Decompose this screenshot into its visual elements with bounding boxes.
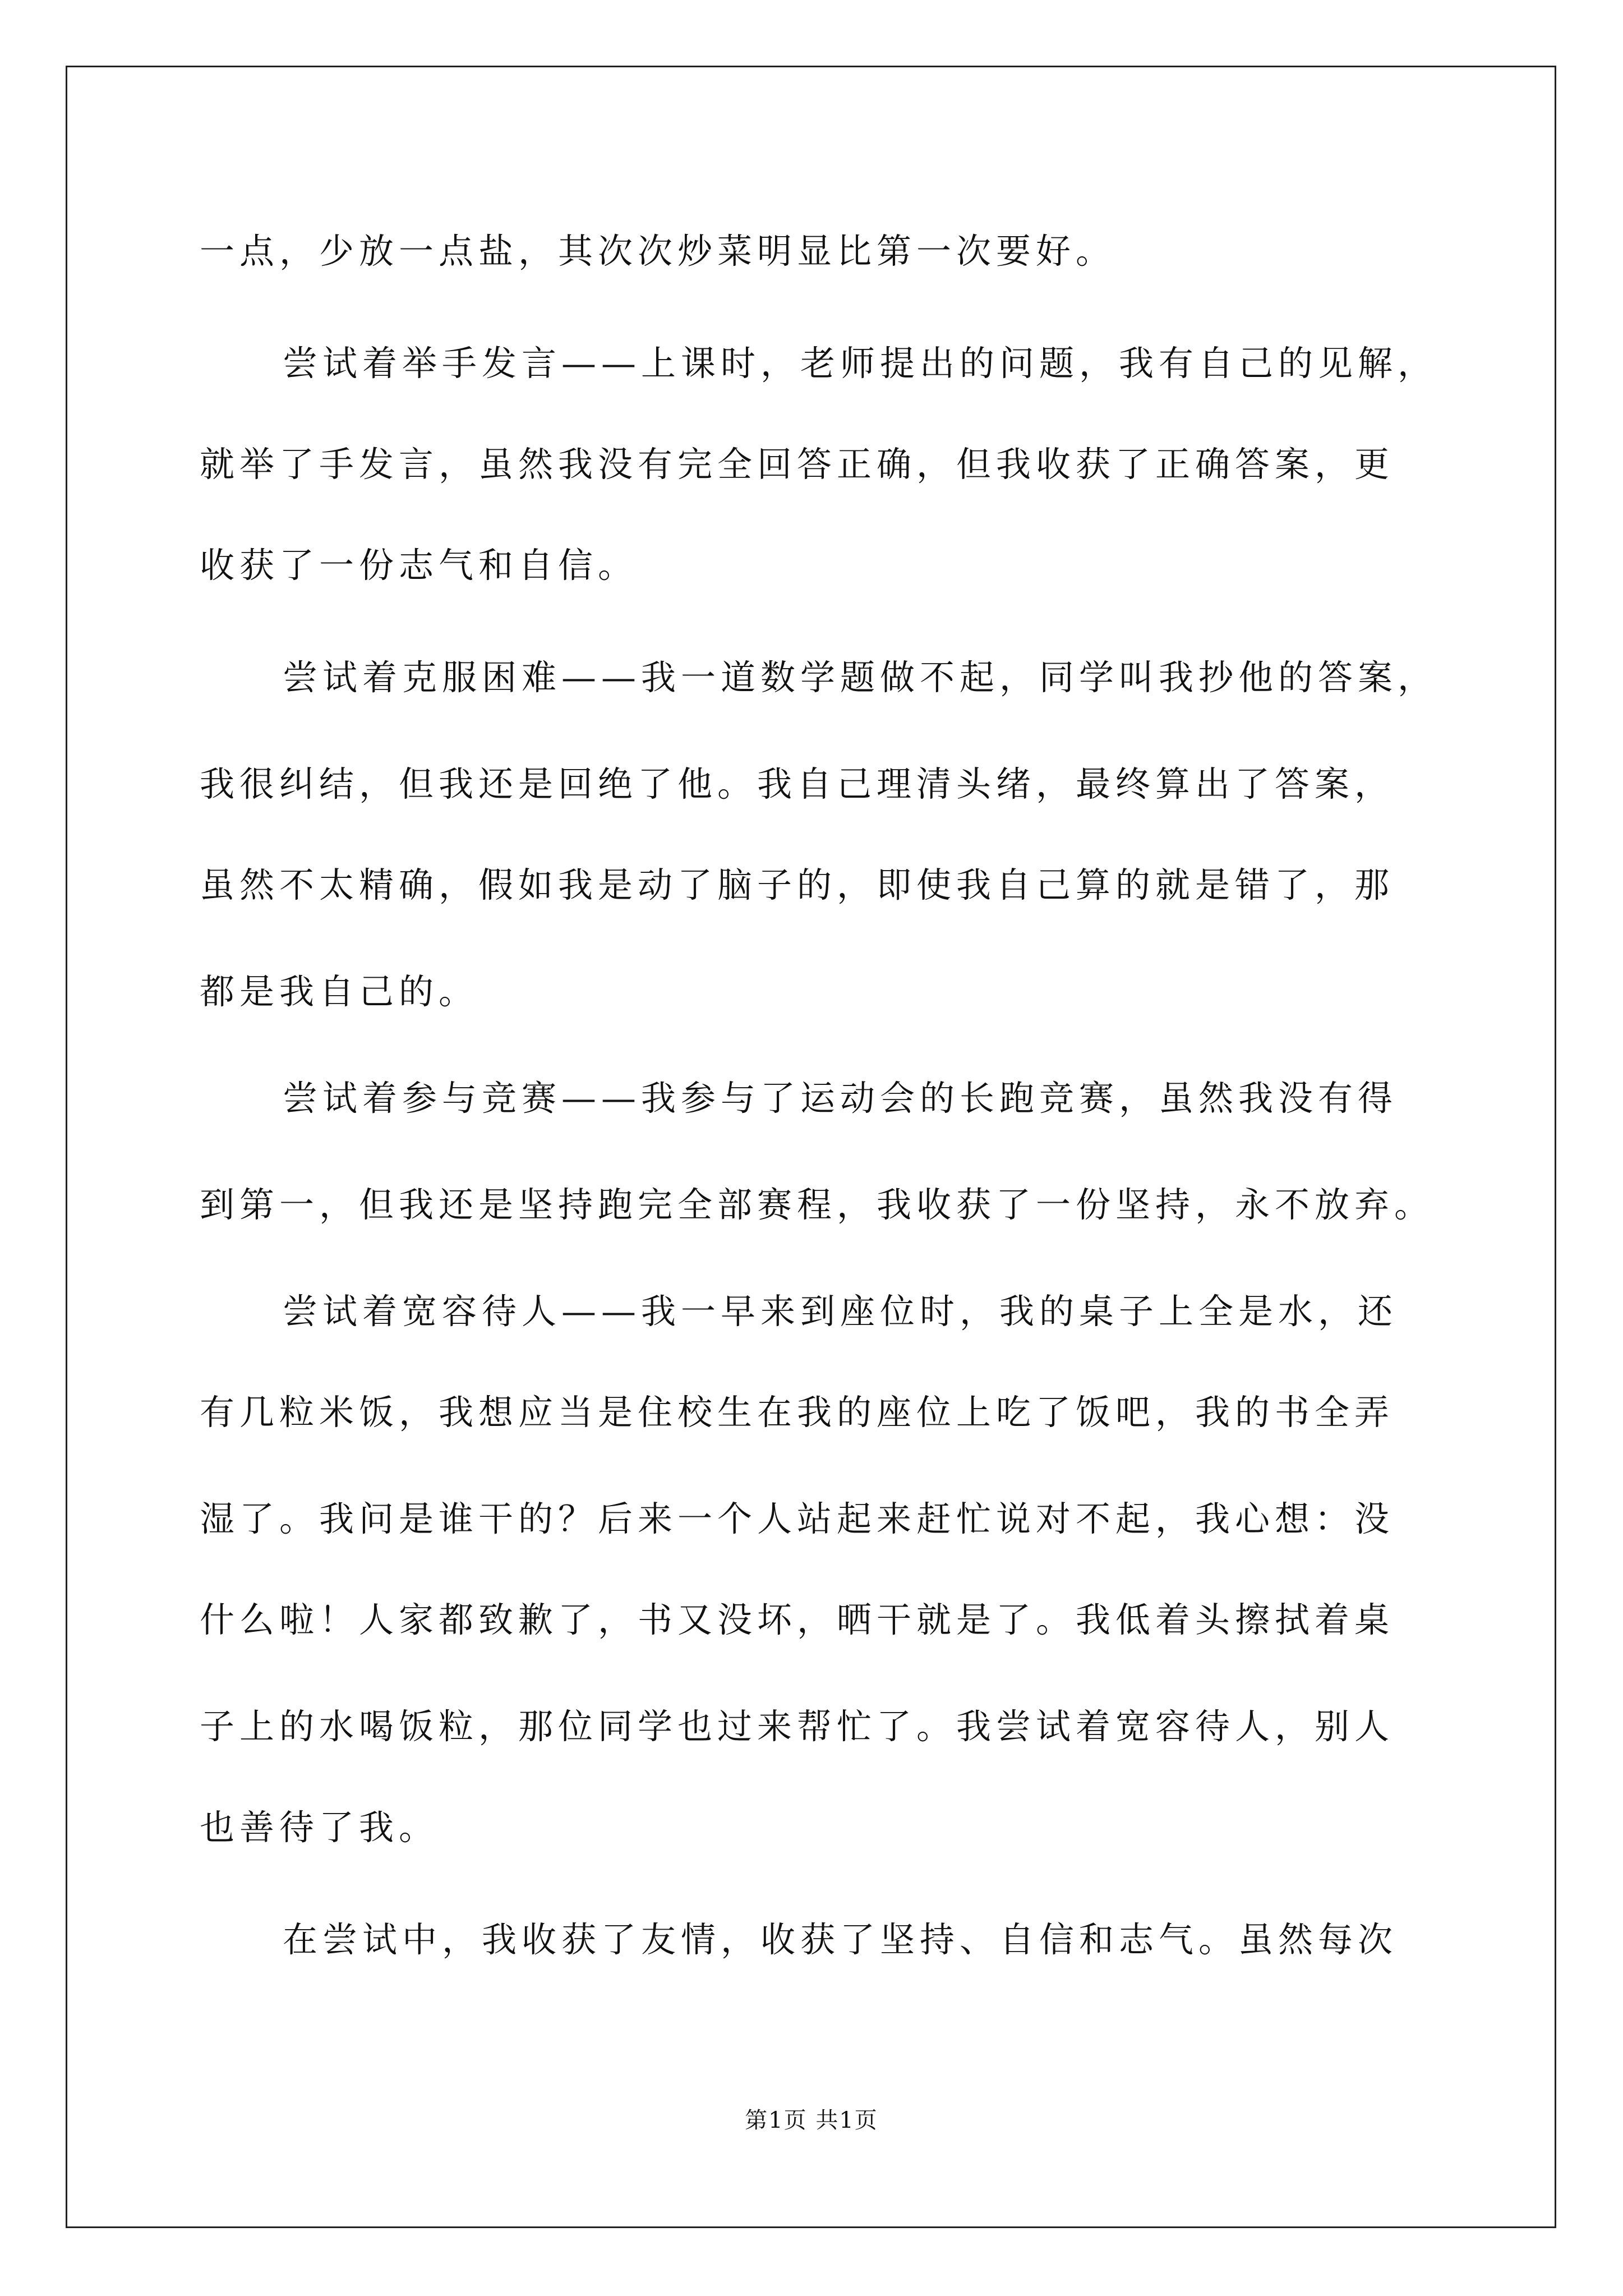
text-line-13: 湿了。我问是谁干的？后来一个人站起来赶忙说对不起，我心想：没 [200,1498,1395,1539]
text-line-14: 什么啦！人家都致歉了，书又没坏，晒干就是了。我低着头擦拭着桌 [200,1599,1395,1640]
text-line-1: 一点，少放一点盐，其次次炒菜明显比第一次要好。 [200,231,1116,272]
text-line-11: 尝试着宽容待人——我一早来到座位时，我的桌子上全是水，还 [283,1291,1398,1332]
page-footer: 第1页 共1页 [745,2108,878,2133]
text-line-16: 也善待了我。 [200,1807,439,1848]
page-border [66,66,1556,2228]
text-line-12: 有几粒米饭，我想应当是住校生在我的座位上吃了饭吧，我的书全弄 [200,1392,1395,1433]
text-line-9: 尝试着参与竞赛——我参与了运动会的长跑竞赛，虽然我没有得 [283,1078,1398,1119]
text-line-17: 在尝试中，我收获了友情，收获了坚持、自信和志气。虽然每次 [283,1919,1398,1960]
text-line-10: 到第一，但我还是坚持跑完全部赛程，我收获了一份坚持，永不放弃。 [200,1184,1435,1225]
text-line-6: 我很纠结，但我还是回绝了他。我自己理清头绪，最终算出了答案， [200,763,1395,804]
text-line-15: 子上的水喝饭粒，那位同学也过来帮忙了。我尝试着宽容待人，别人 [200,1706,1395,1747]
text-line-7: 虽然不太精确，假如我是动了脑子的，即使我自己算的就是错了，那 [200,864,1395,905]
text-line-5: 尝试着克服困难——我一道数学题做不起，同学叫我抄他的答案， [283,657,1438,698]
text-line-3: 就举了手发言，虽然我没有完全回答正确，但我收获了正确答案，更 [200,444,1395,485]
text-line-4: 收获了一份志气和自信。 [200,545,638,586]
text-line-2: 尝试着举手发言——上课时，老师提出的问题，我有自己的见解， [283,343,1438,384]
text-line-8: 都是我自己的。 [200,971,479,1012]
